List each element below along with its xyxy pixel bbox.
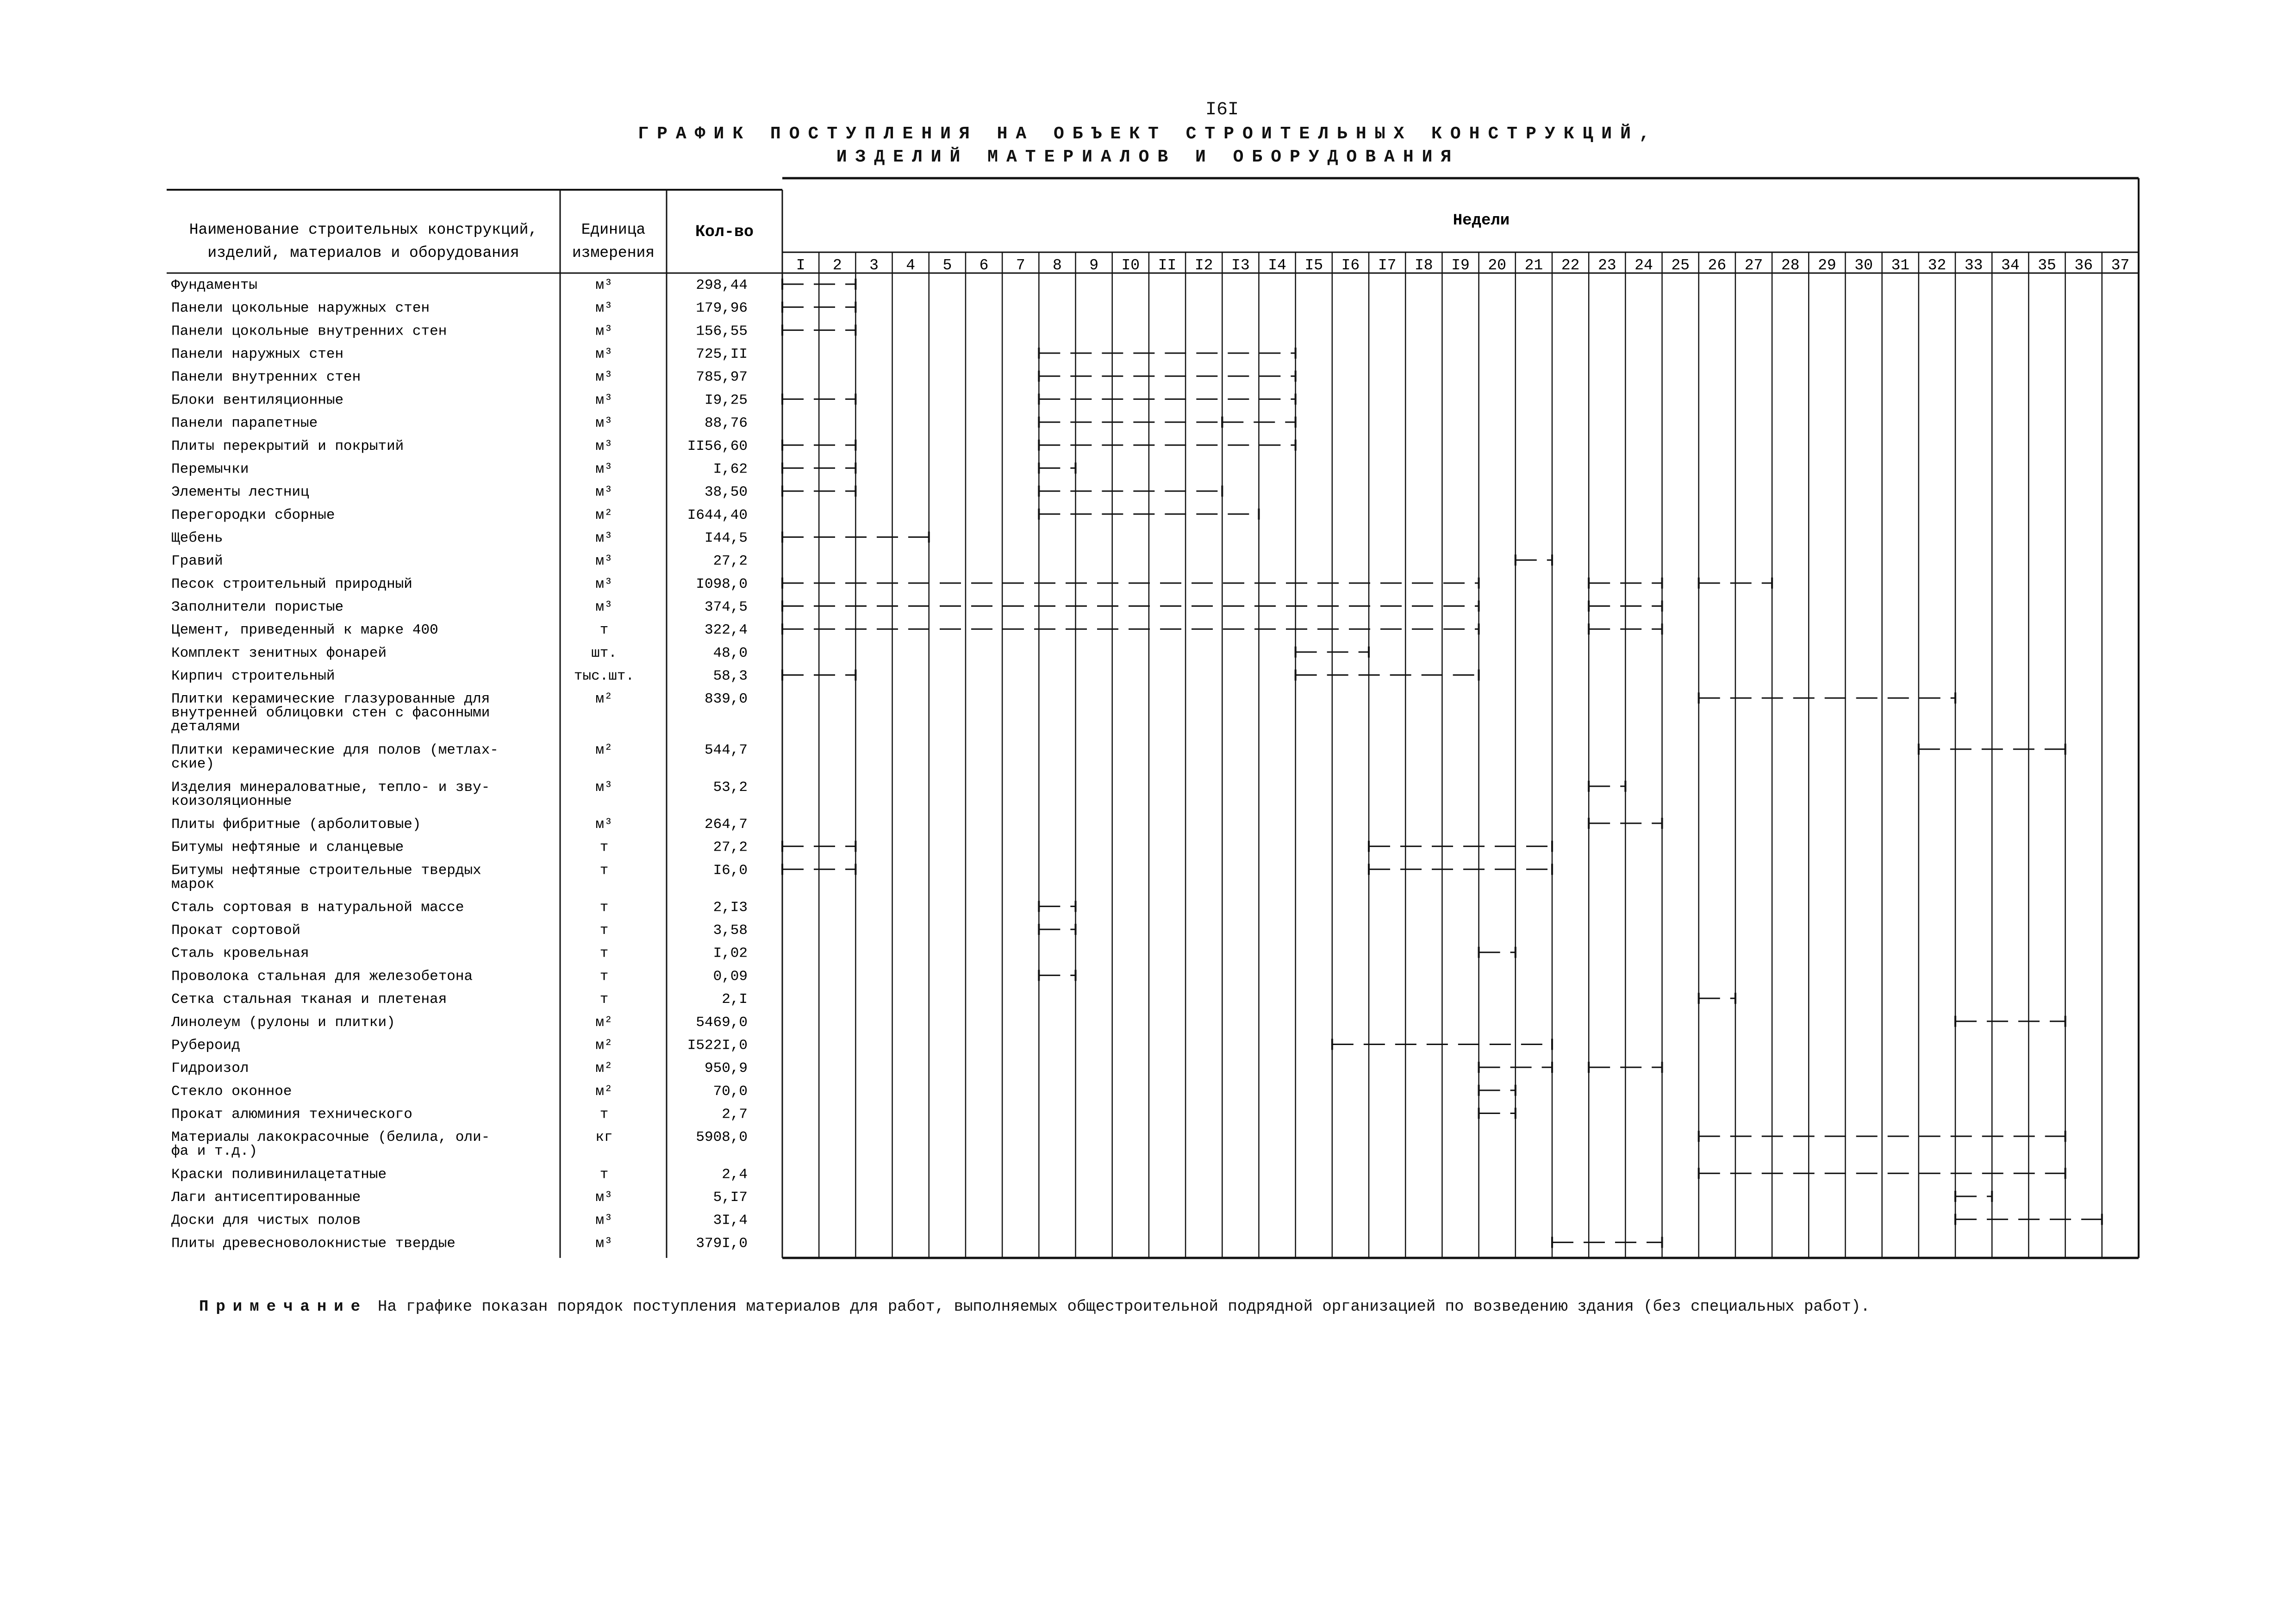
row-unit: т xyxy=(599,991,609,1008)
row-name: Панели парапетные xyxy=(171,415,318,432)
row-qty: 5469,0 xyxy=(696,1014,748,1031)
week-label: 5 xyxy=(942,257,952,274)
week-label: 2 xyxy=(832,257,842,274)
row-unit: м³ xyxy=(595,1212,613,1229)
row-unit: кг xyxy=(595,1129,613,1146)
week-label: I9 xyxy=(1451,257,1470,274)
week-label: II xyxy=(1158,257,1177,274)
row-qty: 264,7 xyxy=(704,816,748,833)
week-label: 37 xyxy=(2111,257,2130,274)
row-name: Плитки керамические глазурованные для xyxy=(171,691,490,708)
row-name: Прокат алюминия технического xyxy=(171,1106,412,1123)
row-name: Перемычки xyxy=(171,461,249,478)
row-qty: 48,0 xyxy=(713,645,748,661)
week-label: 8 xyxy=(1053,257,1062,274)
week-label: 35 xyxy=(2038,257,2056,274)
row-qty: 2,I xyxy=(722,991,748,1008)
row-qty: 70,0 xyxy=(713,1083,748,1100)
row-unit: т xyxy=(599,968,609,985)
row-unit: м² xyxy=(595,691,613,708)
week-label: I xyxy=(796,257,805,274)
row-qty: I6,0 xyxy=(713,862,748,879)
row-qty: I,62 xyxy=(713,461,748,478)
row-qty: 0,09 xyxy=(713,968,748,985)
row-unit: т xyxy=(599,1106,609,1123)
row-qty: I,02 xyxy=(713,945,748,962)
row-name: Битумы нефтяные и сланцевые xyxy=(171,839,404,856)
week-label: 29 xyxy=(1818,257,1836,274)
week-label: 26 xyxy=(1708,257,1727,274)
unit-header-2: измерения xyxy=(572,244,655,261)
row-name: Песок строительный природный xyxy=(171,576,412,592)
row-qty: 3,58 xyxy=(713,922,748,939)
row-name: Фундаменты xyxy=(171,277,258,293)
row-name: Доски для чистых полов xyxy=(171,1212,361,1229)
row-unit: м³ xyxy=(595,415,613,432)
row-unit: м³ xyxy=(595,576,613,592)
row-qty: 58,3 xyxy=(713,668,748,684)
row-unit: м² xyxy=(595,507,613,523)
row-name: Элементы лестниц xyxy=(171,484,309,501)
row-name: Плиты фибритные (арболитовые) xyxy=(171,816,421,833)
row-unit: м³ xyxy=(595,553,613,570)
row-name: Щебень xyxy=(171,530,223,547)
footnote xyxy=(199,1298,1870,1316)
row-name: ские) xyxy=(171,756,215,772)
row-name: Рубероид xyxy=(171,1037,240,1054)
row-name: Прокат сортовой xyxy=(171,922,301,939)
row-name: Панели цокольные наружных стен xyxy=(171,300,430,317)
week-label: I7 xyxy=(1378,257,1397,274)
footnote-label: Примечание xyxy=(199,1298,368,1316)
week-label: 30 xyxy=(1854,257,1873,274)
week-label: 3 xyxy=(869,257,879,274)
row-qty: 2,4 xyxy=(722,1166,748,1183)
row-name: Сетка стальная тканая и плетеная xyxy=(171,991,447,1008)
row-qty: 785,97 xyxy=(696,369,748,386)
row-qty: 88,76 xyxy=(704,415,748,432)
week-label: 7 xyxy=(1016,257,1025,274)
week-label: 6 xyxy=(979,257,989,274)
row-name: Кирпич строительный xyxy=(171,668,335,684)
row-name: Лаги антисептированные xyxy=(171,1189,361,1206)
row-name: деталями xyxy=(171,719,240,735)
row-qty: 27,2 xyxy=(713,839,748,856)
footnote-text: На графике показан порядок поступления материалов для работ, выполняемых общестроительной подрядной организацией по возведению здания (без специальных работ). xyxy=(378,1298,1870,1316)
week-label: 21 xyxy=(1524,257,1543,274)
weeks-header: Недели xyxy=(1453,212,1510,230)
week-label: 25 xyxy=(1671,257,1690,274)
qty-header: Кол-во xyxy=(695,223,754,241)
row-unit: т xyxy=(599,1166,609,1183)
row-qty: 725,II xyxy=(696,346,748,363)
row-name: Материалы лакокрасочные (белила, оли- xyxy=(171,1129,490,1146)
row-unit: м² xyxy=(595,1014,613,1031)
week-label: 22 xyxy=(1561,257,1580,274)
row-unit: т xyxy=(599,622,609,639)
row-unit: м³ xyxy=(595,438,613,454)
row-qty: 27,2 xyxy=(713,553,748,570)
row-name: Битумы нефтяные строительные твердых xyxy=(171,862,481,879)
row-name: Плиты перекрытий и покрытий xyxy=(171,438,404,454)
row-qty: I44,5 xyxy=(704,530,748,547)
row-name: фа и т.д.) xyxy=(171,1143,258,1160)
row-qty: 2,7 xyxy=(722,1106,748,1123)
row-qty: 5908,0 xyxy=(696,1129,748,1146)
row-unit: м³ xyxy=(595,300,613,317)
week-label: I0 xyxy=(1121,257,1140,274)
row-qty: 179,96 xyxy=(696,300,748,317)
row-name: Гравий xyxy=(171,553,223,570)
row-qty: 322,4 xyxy=(704,622,748,639)
row-name: Сталь сортовая в натуральной массе xyxy=(171,899,464,916)
row-name: Линолеум (рулоны и плитки) xyxy=(171,1014,395,1031)
row-unit: м³ xyxy=(595,1235,613,1252)
week-label: 32 xyxy=(1928,257,1947,274)
row-qty: 156,55 xyxy=(696,323,748,340)
row-unit: м² xyxy=(595,742,613,759)
week-label: I2 xyxy=(1194,257,1213,274)
week-label: 20 xyxy=(1488,257,1506,274)
week-label: 23 xyxy=(1597,257,1616,274)
page-title: ГРАФИК ПОСТУПЛЕНИЯ НА ОБЪЕКТ СТРОИТЕЛЬНЫХ КОНСТРУКЦИЙ, xyxy=(638,124,1658,144)
row-qty: 298,44 xyxy=(696,277,748,293)
week-label: I3 xyxy=(1231,257,1250,274)
row-name: Цемент, приведенный к марке 400 xyxy=(171,622,438,639)
week-label: 27 xyxy=(1744,257,1763,274)
row-name: Стекло оконное xyxy=(171,1083,292,1100)
row-name: Панели цокольные внутренних стен xyxy=(171,323,447,340)
row-name: Перегородки сборные xyxy=(171,507,335,523)
row-unit: т xyxy=(599,945,609,962)
row-qty: 53,2 xyxy=(713,779,748,796)
row-unit: м³ xyxy=(595,1189,613,1206)
row-qty: I9,25 xyxy=(704,392,748,409)
row-unit: м³ xyxy=(595,369,613,386)
row-unit: м³ xyxy=(595,392,613,409)
page-number: I6I xyxy=(1205,100,1239,120)
row-unit: м³ xyxy=(595,816,613,833)
page-subtitle: ИЗДЕЛИЙ МАТЕРИАЛОВ И ОБОРУДОВАНИЯ xyxy=(836,147,1460,167)
row-unit: м³ xyxy=(595,599,613,616)
row-qty: 950,9 xyxy=(704,1060,748,1077)
row-name: Плитки керамические для полов (метлах- xyxy=(171,742,499,759)
row-qty: I522I,0 xyxy=(687,1037,748,1054)
row-qty: I098,0 xyxy=(696,576,748,592)
row-unit: м³ xyxy=(595,779,613,796)
row-name: Проволока стальная для железобетона xyxy=(171,968,473,985)
week-label: 31 xyxy=(1891,257,1910,274)
name-header-2: изделий, материалов и оборудования xyxy=(207,244,519,261)
row-name: Комплект зенитных фонарей xyxy=(171,645,387,661)
row-name: Панели наружных стен xyxy=(171,346,344,363)
week-label: 34 xyxy=(2001,257,2020,274)
week-label: 9 xyxy=(1089,257,1099,274)
row-qty: 2,I3 xyxy=(713,899,748,916)
row-unit: т xyxy=(599,899,609,916)
row-qty: 5,I7 xyxy=(713,1189,748,1206)
week-label: I8 xyxy=(1415,257,1433,274)
row-qty: 38,50 xyxy=(704,484,748,501)
week-label: I5 xyxy=(1304,257,1323,274)
row-name: Панели внутренних стен xyxy=(171,369,361,386)
row-unit: м³ xyxy=(595,277,613,293)
row-qty: 3I,4 xyxy=(713,1212,748,1229)
row-name: Гидроизол xyxy=(171,1060,249,1077)
row-name: Блоки вентиляционные xyxy=(171,392,344,409)
row-name: коизоляционные xyxy=(171,793,292,809)
row-qty: 544,7 xyxy=(704,742,748,759)
row-qty: II56,60 xyxy=(687,438,748,454)
row-name: внутренней облицовки стен с фасонными xyxy=(171,705,490,722)
row-unit: м³ xyxy=(595,461,613,478)
week-label: 24 xyxy=(1635,257,1653,274)
row-unit: т xyxy=(599,862,609,879)
row-qty: 839,0 xyxy=(704,691,748,708)
name-header: Наименование строительных конструкций, xyxy=(189,221,538,238)
week-label: I4 xyxy=(1268,257,1286,274)
row-unit: т xyxy=(599,922,609,939)
row-qty: 374,5 xyxy=(704,599,748,616)
row-unit: тыс.шт. xyxy=(574,668,635,684)
row-unit: т xyxy=(599,839,609,856)
row-unit: м³ xyxy=(595,346,613,363)
week-label: 36 xyxy=(2074,257,2093,274)
row-name: Плиты древесноволокнистые твердые xyxy=(171,1235,455,1252)
row-qty: 379I,0 xyxy=(696,1235,748,1252)
row-name: марок xyxy=(171,876,215,893)
week-label: I6 xyxy=(1341,257,1360,274)
week-label: 28 xyxy=(1781,257,1800,274)
week-label: 33 xyxy=(1964,257,1983,274)
row-name: Заполнители пористые xyxy=(171,599,344,616)
row-unit: м² xyxy=(595,1083,613,1100)
row-unit: м³ xyxy=(595,530,613,547)
row-unit: шт. xyxy=(591,645,617,661)
row-qty: I644,40 xyxy=(687,507,748,523)
row-name: Сталь кровельная xyxy=(171,945,309,962)
row-name: Изделия минераловатные, тепло- и зву- xyxy=(171,779,490,796)
week-label: 4 xyxy=(906,257,916,274)
row-name: Краски поливинилацетатные xyxy=(171,1166,387,1183)
row-unit: м² xyxy=(595,1037,613,1054)
row-unit: м³ xyxy=(595,484,613,501)
row-unit: м³ xyxy=(595,323,613,340)
unit-header: Единица xyxy=(581,221,646,238)
row-unit: м² xyxy=(595,1060,613,1077)
